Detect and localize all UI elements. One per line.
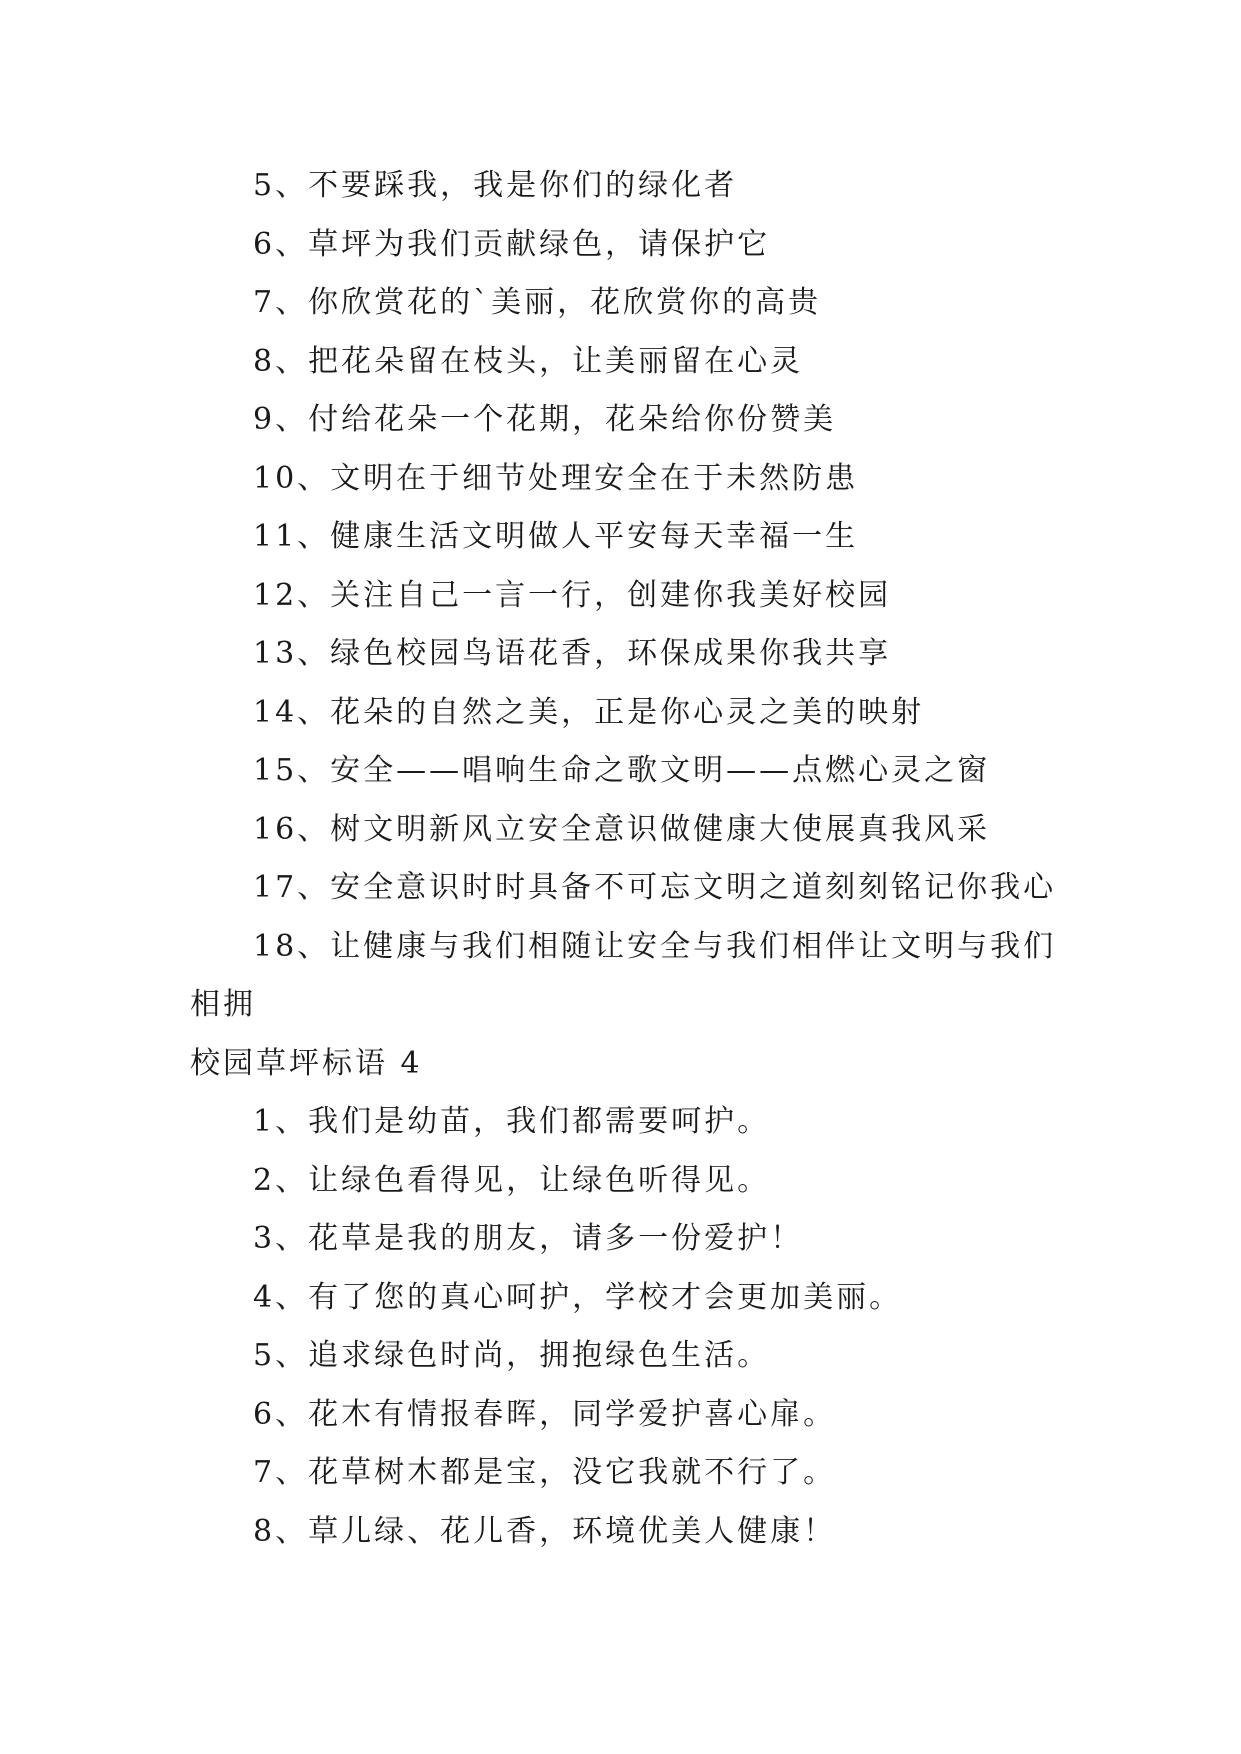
slogan-line: 5、不要踩我，我是你们的绿化者 [253,168,738,203]
section-heading: 校园草坪标语 4 [190,1045,423,1081]
slogan-line: 8、把花朵留在枝头，让美丽留在心灵 [253,343,804,379]
slogan-line: 11、健康生活文明做人平安每天幸福一生 [253,519,859,554]
slogan-line: 8、草儿绿、花儿香，环境优美人健康！ [253,1513,837,1549]
slogan-line: 13、绿色校园鸟语花香，环保成果你我共享 [253,636,892,671]
document-body [190,157,1070,1561]
slogan-line: 14、花朵的自然之美，正是你心灵之美的映射 [253,694,925,730]
slogan-line: 12、关注自己一言一行，创建你我美好校园 [253,577,892,613]
slogan-line: 6、草坪为我们贡献绿色，请保护它 [253,226,771,262]
slogan-line: 2、让绿色看得见，让绿色听得见。 [253,1162,771,1198]
slogan-line: 9、付给花朵一个花期，花朵给你份赞美 [253,402,837,437]
slogan-line: 10、文明在于细节处理安全在于未然防患 [253,460,859,496]
slogan-line: 7、花草树木都是宝，没它我就不行了。 [253,1455,837,1490]
slogan-line: 16、树文明新风立安全意识做健康大使展真我风采 [253,811,991,847]
slogan-line: 5、追求绿色时尚，拥抱绿色生活。 [253,1338,771,1373]
slogan-line: 15、安全——唱响生命之歌文明——点燃心灵之窗 [253,753,991,788]
slogan-line: 4、有了您的真心呵护，学校才会更加美丽。 [253,1279,903,1315]
slogan-line-item18: 18、让健康与我们相随让安全与我们相伴让文明与我们 [253,928,1057,964]
slogan-line: 1、我们是幼苗，我们都需要呵护。 [253,1104,771,1139]
slogan-line: 3、花草是我的朋友，请多一份爱护！ [253,1221,804,1256]
slogan-line: 17、安全意识时时具备不可忘文明之道刻刻铭记你我心 [253,870,1057,905]
slogan-line: 7、你欣赏花的`美丽，花欣赏你的高贵 [253,285,822,320]
slogan-line: 6、花木有情报春晖，同学爱护喜心扉。 [253,1396,837,1432]
slogan-line-item18-continued: 相拥 [190,987,256,1022]
